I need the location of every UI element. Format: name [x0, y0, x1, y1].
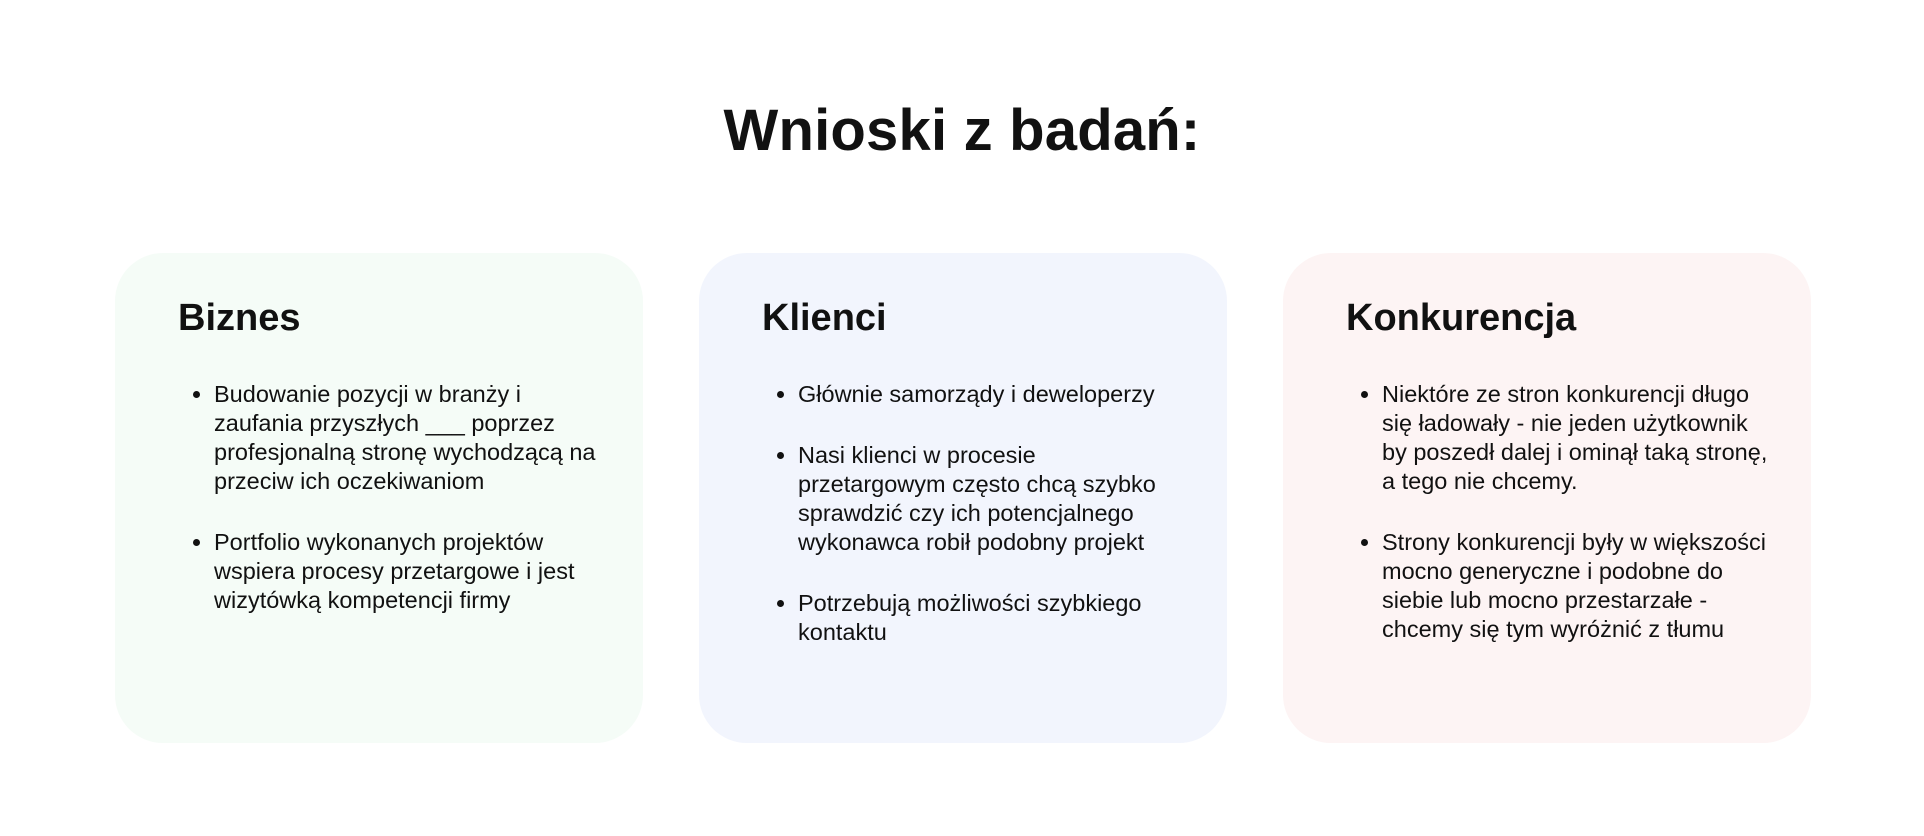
card-list-konkurencja	[1346, 380, 1771, 644]
card-biznes	[115, 253, 643, 743]
list-item: • Portfolio wykonanych projektów wspiera procesy przetargowe i jest wizytówką kompetencji firmy	[214, 528, 603, 615]
card-klienci	[699, 253, 1227, 743]
card-title-biznes: Biznes	[178, 297, 301, 339]
list-item: • Nasi klienci w procesie przetargowym często chcą szybko sprawdzić czy ich potencjalnego wykonawca robił podobny projekt	[798, 441, 1187, 557]
list-item: • Budowanie pozycji w branży i zaufania przyszłych ___ poprzez profesjonalną stronę wychodzącą na przeciw ich oczekiwaniom	[214, 380, 603, 496]
list-item: • Potrzebują możliwości szybkiego kontaktu	[798, 589, 1187, 647]
list-item: • Niektóre ze stron konkurencji długo się ładowały - nie jeden użytkownik by poszedł dalej i ominął taką stronę, a tego nie chcemy.	[1382, 380, 1771, 496]
list-item: • Głównie samorządy i deweloperzy	[798, 380, 1187, 409]
card-konkurencja	[1283, 253, 1811, 743]
page-title: Wnioski z badań:	[723, 98, 1201, 163]
card-list-biznes	[178, 380, 603, 615]
list-item: • Strony konkurencji były w większości mocno generyczne i podobne do siebie lub mocno przestarzałe - chcemy się tym wyróżnić z tłumu	[1382, 528, 1771, 644]
card-list-klienci	[762, 380, 1187, 647]
findings-cards	[115, 253, 1811, 743]
card-title-konkurencja: Konkurencja	[1346, 297, 1577, 339]
card-title-klienci: Klienci	[762, 297, 887, 339]
